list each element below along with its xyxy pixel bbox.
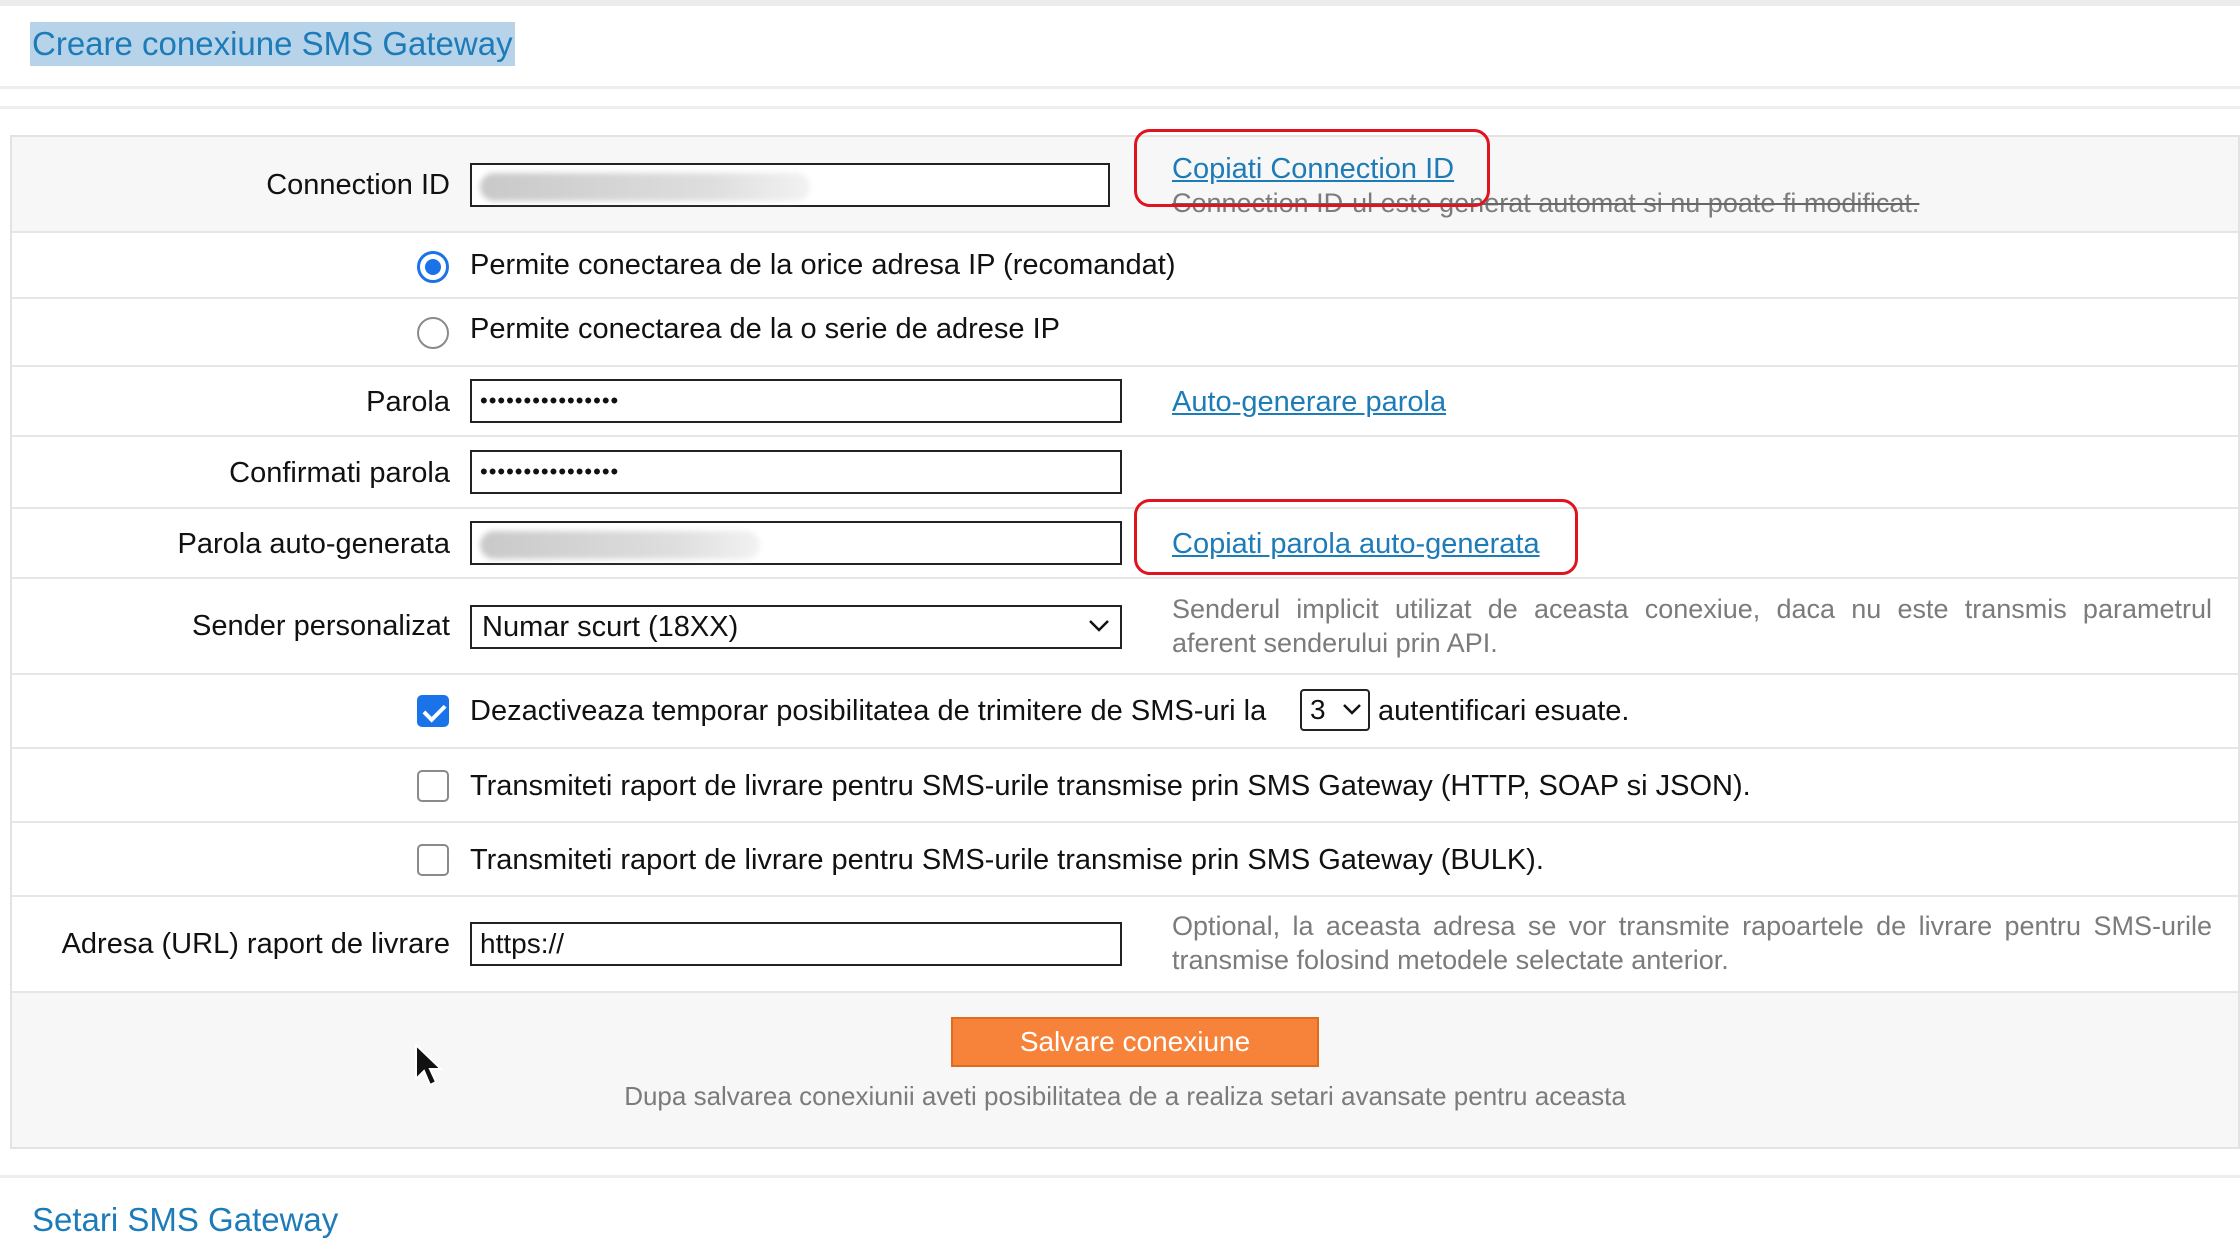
auto-generated-password-row (12, 509, 2238, 579)
page-title: Creare conexiune SMS Gateway (30, 22, 515, 66)
top-border (0, 0, 2240, 6)
radio-ip-range[interactable] (417, 317, 449, 349)
connection-id-field[interactable] (470, 163, 1110, 207)
connection-id-hint: Connection ID-ul este generat automat si nu poate fi modificat. (1172, 188, 1920, 218)
report-url-label: Adresa (URL) raport de livrare (61, 928, 450, 960)
divider (0, 86, 2240, 89)
chevron-down-icon (1342, 703, 1362, 716)
redacted-value (480, 531, 760, 559)
sender-label: Sender personalizat (192, 610, 450, 642)
save-connection-button[interactable]: Salvare conexiune (951, 1017, 1319, 1067)
delivery-report-http-label: Transmiteti raport de livrare pentru SMS-urile transmise prin SMS Gateway (HTTP, SOAP si JSON). (470, 770, 1751, 802)
sender-select[interactable] (470, 605, 1122, 649)
connection-id-label: Connection ID (266, 169, 450, 201)
delivery-report-http-checkbox[interactable] (417, 770, 449, 802)
disable-sms-row (12, 675, 2238, 749)
connection-form (10, 135, 2240, 1149)
delivery-report-bulk-label: Transmiteti raport de livrare pentru SMS-urile transmise prin SMS Gateway (BULK). (470, 844, 1544, 876)
disable-sms-text-after: autentificari esuate. (1378, 695, 1630, 727)
password-value: •••••••••••••••• (480, 388, 620, 413)
report-url-hint: Optional, la aceasta adresa se vor transmite rapoartele de livrare pentru SMS-urile transmise folosind metodele selectate anterior. (1172, 911, 2212, 975)
sender-row (12, 579, 2238, 675)
password-field[interactable] (470, 379, 1122, 423)
copy-connection-id-link[interactable]: Copiati Connection ID (1172, 153, 1455, 185)
settings-section-title: Setari SMS Gateway (32, 1201, 339, 1238)
mouse-cursor-icon (414, 1043, 444, 1089)
auto-generated-password-label: Parola auto-generata (177, 528, 450, 560)
report-url-input[interactable] (470, 922, 1122, 966)
redacted-value (480, 173, 810, 201)
confirm-password-value: •••••••••••••••• (480, 459, 620, 484)
ip-option-range-row (12, 299, 2238, 367)
confirm-password-label: Confirmati parola (229, 457, 450, 489)
failed-attempts-value: 3 (1310, 694, 1326, 725)
sender-hint: Senderul implicit utilizat de aceasta conexiue, daca nu este transmis parametrul aferent senderului prin API. (1172, 594, 2212, 658)
ip-option-any-row (12, 233, 2238, 299)
divider (0, 106, 2240, 109)
delivery-report-bulk-checkbox[interactable] (417, 844, 449, 876)
confirm-password-field[interactable] (470, 450, 1122, 494)
password-row (12, 367, 2238, 437)
failed-attempts-select[interactable] (1300, 689, 1370, 731)
save-note: Dupa salvarea conexiunii aveti posibilitatea de a realiza setari avansate pentru aceasta (624, 1081, 1626, 1111)
auto-generated-password-field[interactable] (470, 521, 1122, 565)
radio-ip-range-label: Permite conectarea de la o serie de adrese IP (470, 313, 1060, 345)
password-label: Parola (366, 386, 450, 418)
copy-auto-generated-password-link[interactable]: Copiati parola auto-generata (1172, 528, 1540, 560)
confirm-password-row (12, 437, 2238, 509)
report-url-row (12, 897, 2238, 993)
radio-any-ip[interactable] (417, 251, 449, 283)
radio-any-ip-label: Permite conectarea de la orice adresa IP (recomandat) (470, 249, 1176, 281)
auto-generate-password-link[interactable]: Auto-generare parola (1172, 386, 1447, 418)
delivery-report-http-row (12, 749, 2238, 823)
connection-id-row (12, 137, 2238, 233)
sender-selected-value: Numar scurt (18XX) (482, 611, 739, 643)
chevron-down-icon (1088, 619, 1110, 633)
delivery-report-bulk-row (12, 823, 2238, 897)
divider (0, 1175, 2240, 1178)
disable-sms-text: Dezactiveaza temporar posibilitatea de trimitere de SMS-uri la (470, 695, 1267, 727)
disable-sms-checkbox[interactable] (417, 695, 449, 727)
